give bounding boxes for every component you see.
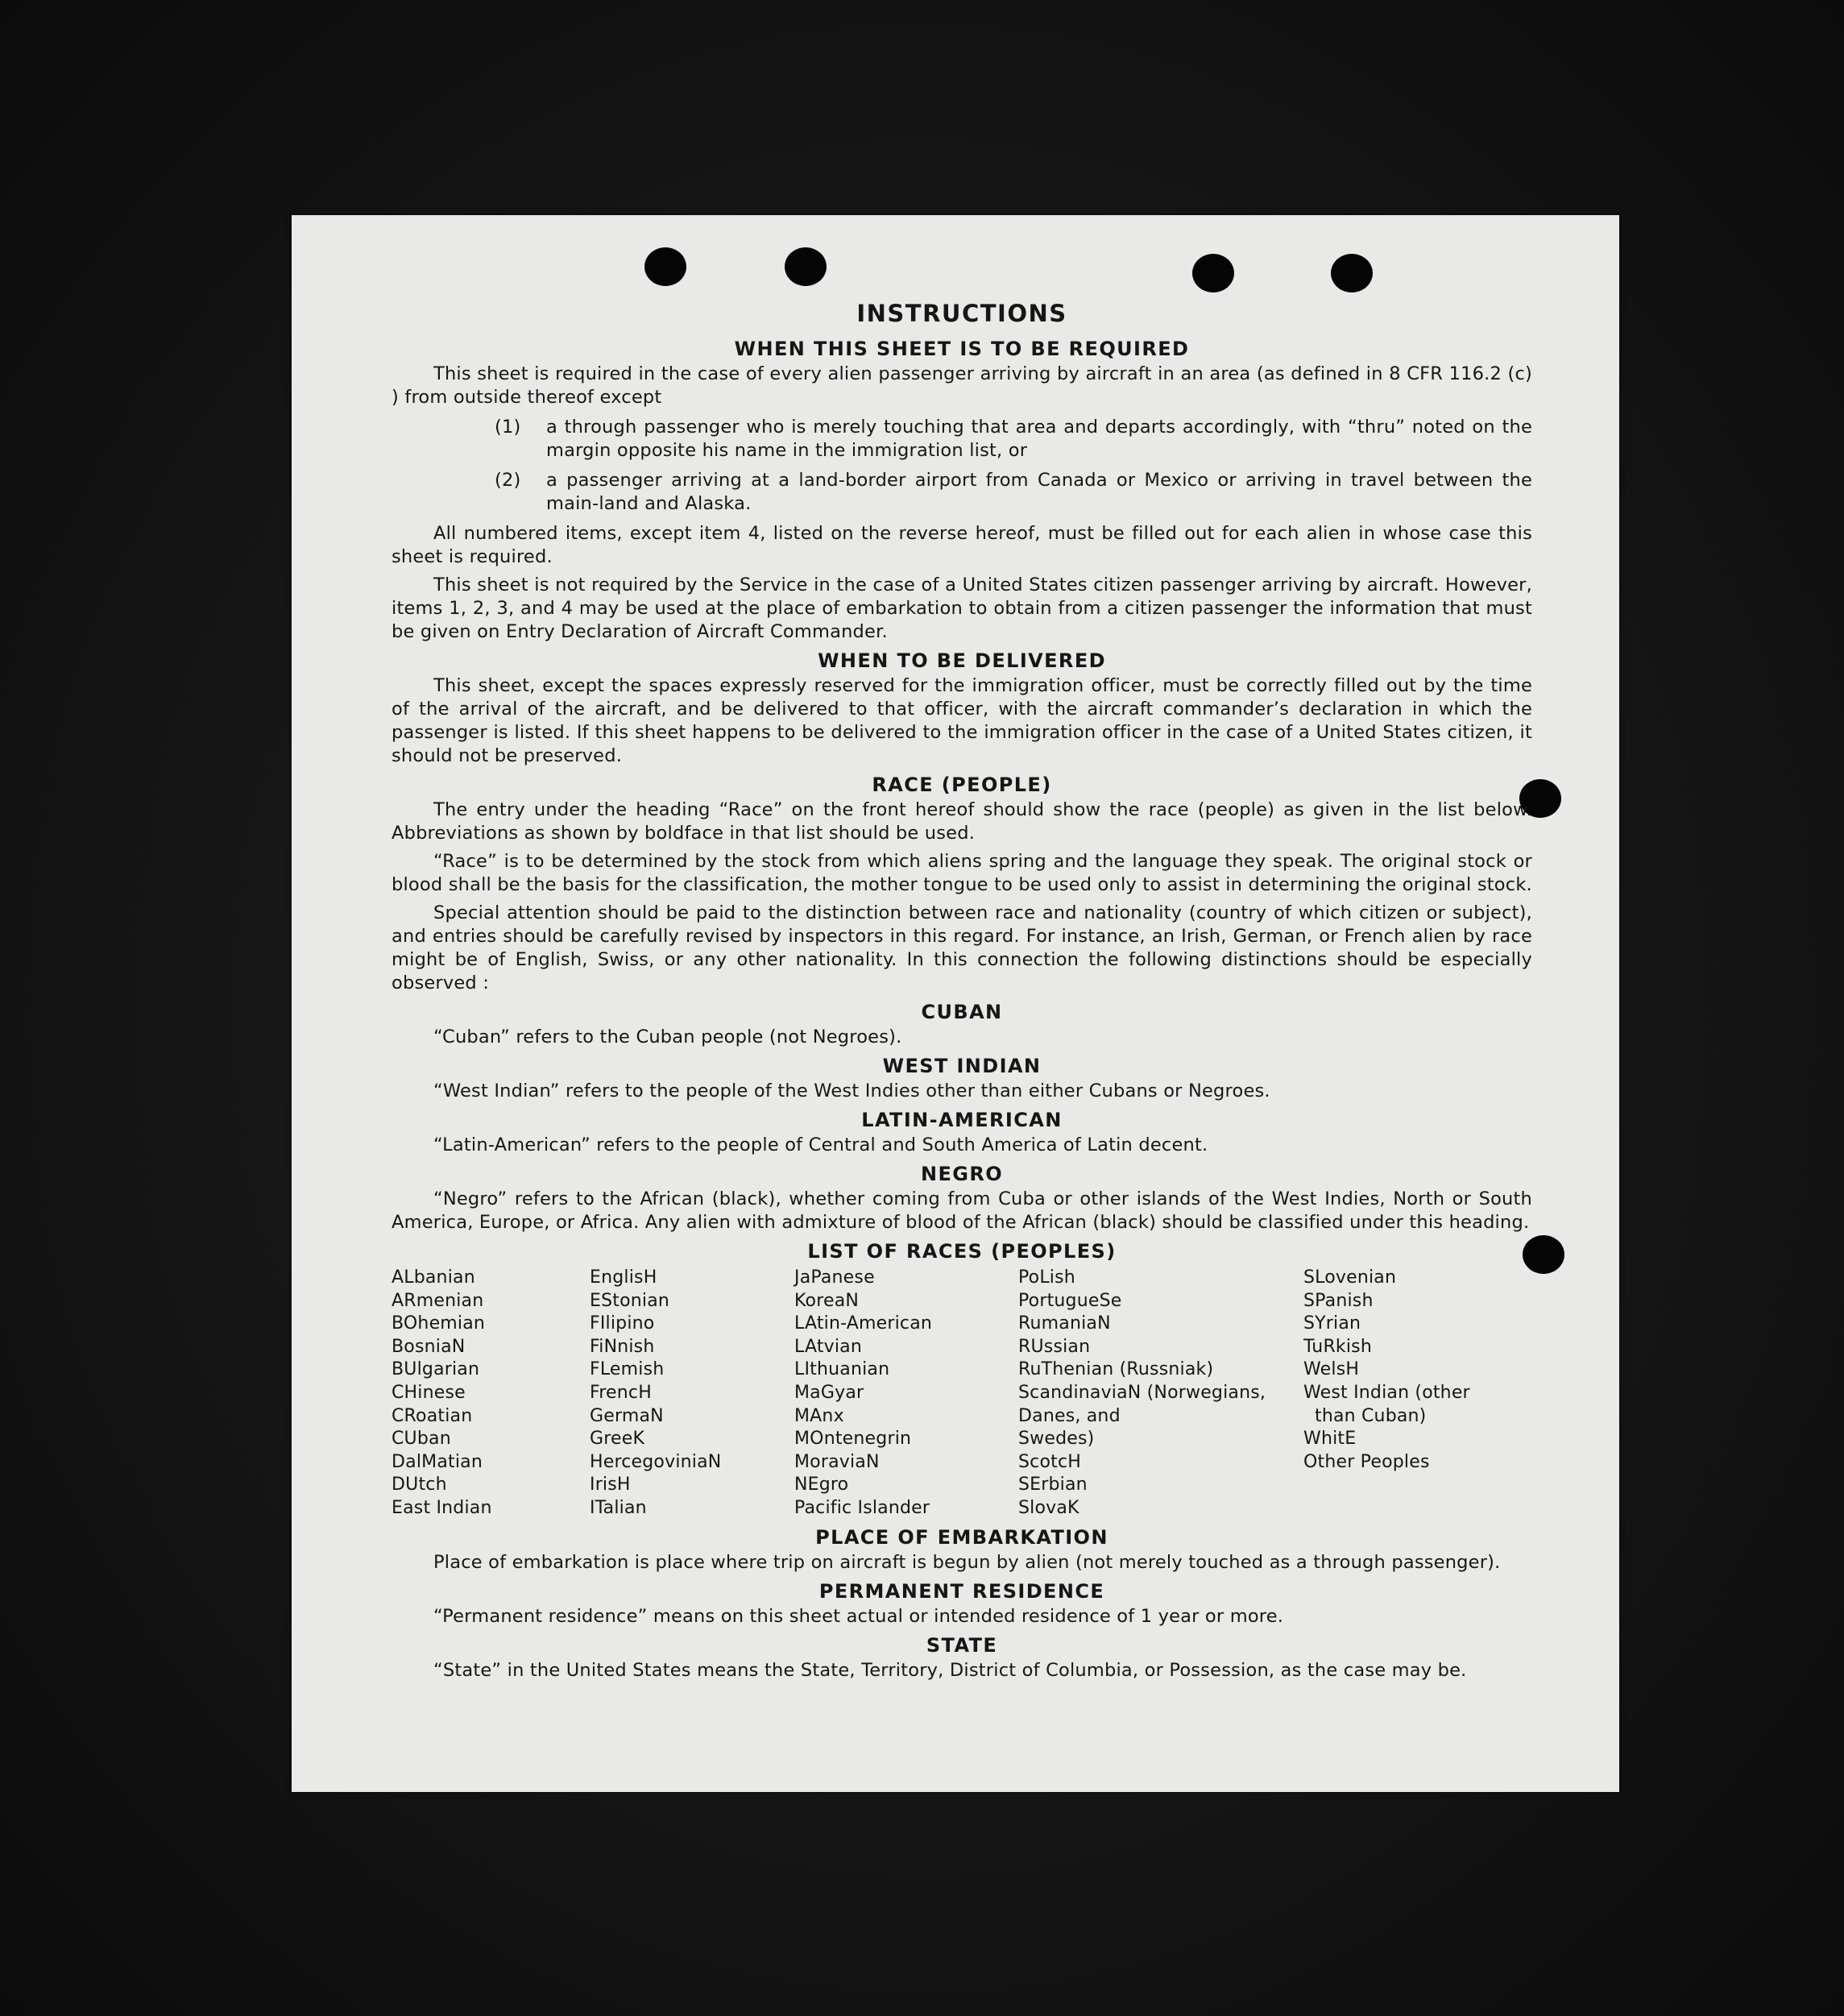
race-entry: East Indian	[392, 1497, 492, 1518]
race-entry: FLemish	[590, 1359, 665, 1380]
race-entry: ScotcH	[1018, 1451, 1081, 1472]
race-column	[1018, 1267, 1303, 1520]
race-entry: ITalian	[590, 1497, 647, 1518]
race-entry: BosniaN	[392, 1336, 466, 1357]
heading-when-required: WHEN THIS SHEET IS TO BE REQUIRED	[734, 338, 1190, 360]
race-column	[1303, 1267, 1529, 1520]
latin-american-text: “Latin-American” refers to the people of Central and South America of Latin decent.	[433, 1135, 1208, 1155]
race-entry: ScandinaviaN (Norwegians,	[1018, 1382, 1266, 1403]
race-entry: PoLish	[1018, 1267, 1075, 1288]
when-required-para-3: This sheet is not required by the Service in the case of a United States citizen passenger arriving by aircraft. However, items 1, 2, 3, and 4 may be used at the place of embarkation to obtain from a citizen passenger the information that must be given on Entry Declaration of Aircraft Commander.	[392, 575, 1532, 642]
cuban-text: “Cuban” refers to the Cuban people (not Negroes).	[433, 1027, 902, 1047]
race-entry: GermaN	[590, 1405, 664, 1426]
instruction-sheet	[292, 215, 1619, 1792]
race-entry: RUssian	[1018, 1336, 1091, 1357]
race-entry: ALbanian	[392, 1267, 475, 1288]
race-column	[794, 1267, 1018, 1520]
heading-cuban: CUBAN	[921, 1001, 1003, 1023]
race-entry: RumaniaN	[1018, 1313, 1111, 1334]
race-entry: LAtvian	[794, 1336, 863, 1357]
race-entry: West Indian (other	[1303, 1382, 1470, 1403]
when-required-intro: This sheet is required in the case of every alien passenger arriving by aircraft in an area (as defined in 8 CFR 116.2 (c) ) from outside thereof except	[392, 363, 1532, 408]
race-entry: FrencH	[590, 1382, 652, 1403]
race-entry: IrisH	[590, 1475, 631, 1495]
race-entry: than Cuban)	[1315, 1405, 1427, 1426]
race-entry: ARmenian	[392, 1290, 484, 1311]
heading-state: STATE	[926, 1633, 998, 1657]
punch-hole	[1331, 254, 1373, 292]
race-entry: Danes, and	[1018, 1405, 1121, 1426]
race-entry: MOntenegrin	[794, 1429, 912, 1450]
heading-race: RACE (PEOPLE)	[872, 774, 1052, 796]
race-entry: WhitE	[1303, 1429, 1357, 1450]
race-entry: JaPanese	[794, 1267, 875, 1288]
negro-text: “Negro” refers to the African (black), whether coming from Cuba or other islands of the West Indies, North or South America, Europe, or Africa. Any alien with admixture of blood of the African (black) should be classified under this heading.	[392, 1188, 1532, 1233]
race-para-1: The entry under the heading “Race” on the front hereof should show the race (people) as given in the list below. Abbreviations as shown by boldface in that list should be used.	[392, 799, 1532, 844]
race-entry: DalMatian	[392, 1451, 483, 1472]
race-para-3: Special attention should be paid to the distinction between race and nationality (country of which citizen or subject), and entries should be carefully revised by inspectors in this regard. For instance, an Irish, German, or French alien by race might be of English, Swiss, or any other nationality. In this connection the following distinctions should be especially observed :	[392, 902, 1532, 993]
exception-item	[392, 469, 1532, 516]
race-entry: SErbian	[1018, 1475, 1088, 1495]
race-entry: CHinese	[392, 1382, 466, 1403]
race-entry: LAtin-American	[794, 1313, 933, 1334]
race-entry: Other Peoples	[1303, 1451, 1430, 1472]
heading-latin-american: LATIN-AMERICAN	[861, 1109, 1063, 1131]
race-entry: BOhemian	[392, 1313, 486, 1334]
when-required-para-2: All numbered items, except item 4, listed on the reverse hereof, must be filled out for each alien in whose case this sheet is required.	[392, 523, 1532, 567]
exception-item-number: (1)	[495, 417, 521, 438]
race-entry: HercegoviniaN	[590, 1451, 722, 1472]
punch-hole	[785, 247, 827, 286]
race-entry: CUban	[392, 1429, 451, 1450]
heading-west-indian: WEST INDIAN	[882, 1055, 1042, 1077]
race-entry: EStonian	[590, 1290, 670, 1311]
race-entry: SYrian	[1303, 1313, 1361, 1334]
exception-item-text: a passenger arriving at a land-border airport from Canada or Mexico or arriving in travel between the main-land and Alaska.	[546, 470, 1532, 514]
race-entry: NEgro	[794, 1475, 849, 1495]
heading-permanent-residence: PERMANENT RESIDENCE	[818, 1579, 1105, 1603]
race-entry: LIthuanian	[794, 1359, 890, 1380]
race-entry: SLovenian	[1303, 1267, 1397, 1288]
document-body	[392, 302, 1532, 1687]
race-entry: SPanish	[1303, 1290, 1374, 1311]
race-entry: FiNnish	[590, 1336, 655, 1357]
race-entry: MaGyar	[794, 1382, 864, 1403]
race-entry: Swedes)	[1018, 1429, 1095, 1450]
race-entry: SlovaK	[1018, 1497, 1079, 1518]
race-entry: BUlgarian	[392, 1359, 480, 1380]
west-indian-text: “West Indian” refers to the people of the West Indies other than either Cubans or Negroes.	[433, 1081, 1270, 1101]
heading-negro: NEGRO	[920, 1163, 1004, 1185]
race-column	[590, 1267, 794, 1520]
punch-hole	[644, 247, 686, 286]
race-entry: MoraviaN	[794, 1451, 880, 1472]
heading-when-delivered: WHEN TO BE DELIVERED	[818, 649, 1106, 672]
when-delivered-text: This sheet, except the spaces expressly reserved for the immigration officer, must be correctly filled out by the time of the arrival of the aircraft, and be delivered to that officer, with the aircraft commander’s declaration in which the passenger is listed. If this sheet happens to be delivered to the immigration officer in the case of a United States citizen, it should not be preserved.	[392, 675, 1532, 766]
exception-item-text: a through passenger who is merely touching that area and departs accordingly, with “thru” noted on the margin opposite his name in the immigration list, or	[546, 417, 1532, 461]
race-column	[392, 1267, 590, 1520]
race-entry: WelsH	[1303, 1359, 1360, 1380]
race-entry: TuRkish	[1303, 1336, 1372, 1357]
race-entry: RuThenian (Russniak)	[1018, 1359, 1214, 1380]
race-list	[392, 1267, 1532, 1520]
race-entry: Pacific Islander	[794, 1497, 930, 1518]
state-text: “State” in the United States means the State, Territory, District of Columbia, or Possession, as the case may be.	[433, 1659, 1467, 1681]
race-entry: MAnx	[794, 1405, 844, 1426]
place-of-embarkation-text: Place of embarkation is place where trip on aircraft is begun by alien (not merely touched as a through passenger).	[433, 1551, 1501, 1573]
permanent-residence-text: “Permanent residence” means on this sheet actual or intended residence of 1 year or more.	[433, 1605, 1284, 1627]
heading-place-of-embarkation: PLACE OF EMBARKATION	[815, 1525, 1108, 1549]
exception-item	[392, 416, 1532, 463]
page-title: INSTRUCTIONS	[856, 300, 1067, 327]
race-entry: PortugueSe	[1018, 1290, 1122, 1311]
race-entry: KoreaN	[794, 1290, 860, 1311]
race-para-2: “Race” is to be determined by the stock from which aliens spring and the language they speak. The original stock or blood shall be the basis for the classification, the mother tongue to be used only to assist in determining the original stock.	[392, 851, 1532, 895]
punch-hole	[1192, 254, 1234, 292]
race-entry: FIlipino	[590, 1313, 655, 1334]
race-entry: GreeK	[590, 1429, 645, 1450]
exception-item-number: (2)	[495, 470, 521, 491]
race-entry: DUtch	[392, 1475, 447, 1495]
race-entry: EnglisH	[590, 1267, 657, 1288]
heading-list-of-races: LIST OF RACES (PEOPLES)	[807, 1240, 1117, 1263]
race-entry: CRoatian	[392, 1405, 473, 1426]
